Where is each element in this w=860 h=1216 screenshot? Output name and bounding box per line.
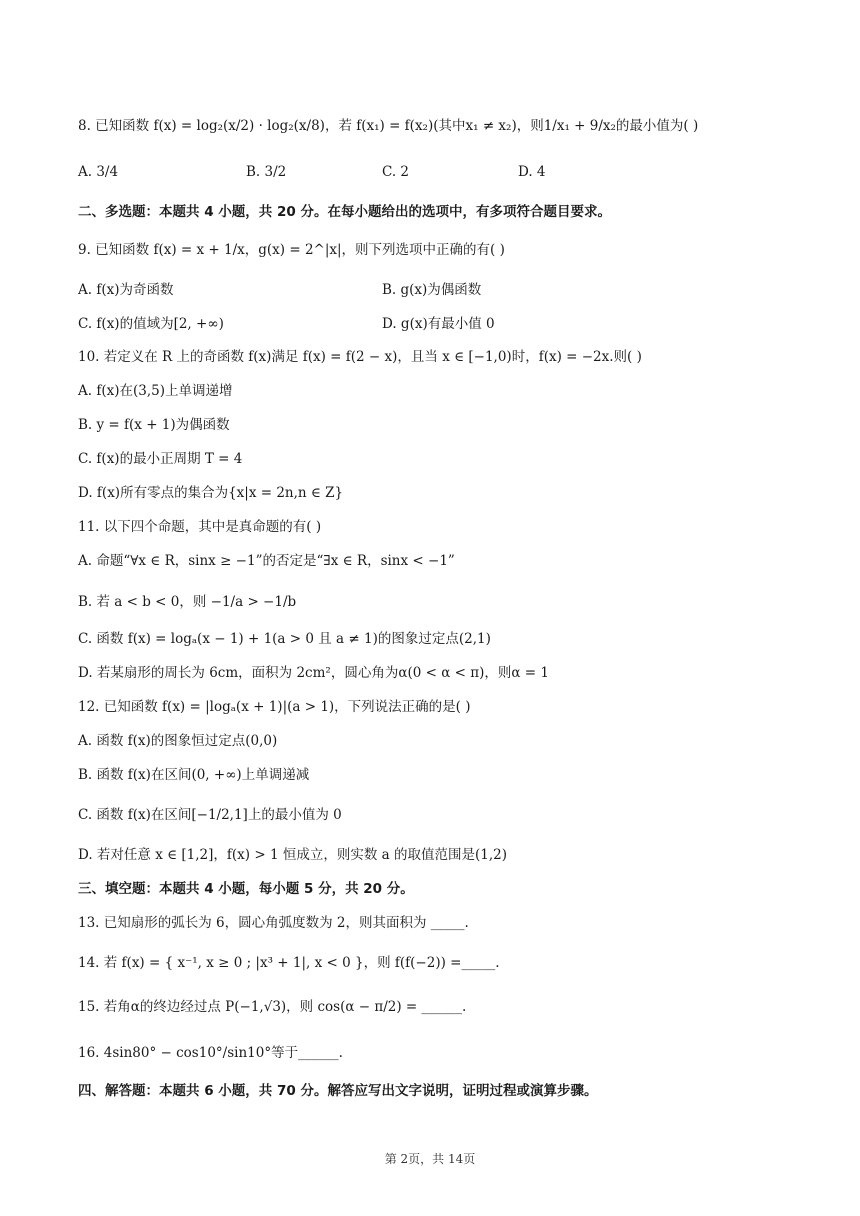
question-10-stem: 10. 若定义在 R 上的奇函数 f(x)满足 f(x) = f(2 − x)，且当 x ∈ [−1,0)时，f(x) = −2x.则( ) — [78, 349, 642, 365]
question-13: 13. 已知扇形的弧长为 6，圆心角弧度数为 2，则其面积为 _____. — [78, 915, 469, 931]
section-4-heading: 四、解答题：本题共 6 小题，共 70 分。解答应写出文字说明，证明过程或演算步骤。 — [78, 1083, 598, 1099]
question-12-option-d: D. 若对任意 x ∈ [1,2]，f(x) > 1 恒成立，则实数 a 的取值范围是(1,2) — [78, 847, 507, 863]
question-9-option-b: B. g(x)为偶函数 — [382, 282, 482, 298]
question-16: 16. 4sin80° − cos10°/sin10°等于______. — [78, 1045, 343, 1061]
page-footer: 第 2页，共 14页 — [384, 1152, 476, 1166]
question-11-option-d: D. 若某扇形的周长为 6cm，面积为 2cm²，圆心角为α(0 < α < π)，则α = 1 — [78, 665, 549, 681]
question-15: 15. 若角α的终边经过点 P(−1,√3)，则 cos(α − π/2) = ______. — [78, 999, 467, 1015]
question-8-option-a: A. 3/4 — [78, 164, 119, 180]
question-9-option-c: C. f(x)的值域为[2, +∞) — [78, 316, 224, 332]
question-14: 14. 若 f(x) = { x⁻¹, x ≥ 0 ; |x³ + 1|, x < 0 }，则 f(f(−2)) =_____. — [78, 955, 500, 971]
question-11-stem: 11. 以下四个命题，其中是真命题的有( ) — [78, 519, 322, 535]
question-8-stem: 8. 已知函数 f(x) = log₂(x/2) · log₂(x/8)，若 f(x₁) = f(x₂)(其中x₁ ≠ x₂)，则1/x₁ + 9/x₂的最小值为( ) — [78, 118, 699, 134]
section-3-heading: 三、填空题：本题共 4 小题，每小题 5 分，共 20 分。 — [78, 881, 414, 897]
question-10-option-b: B. y = f(x + 1)为偶函数 — [78, 417, 230, 433]
question-8-option-c: C. 2 — [382, 164, 410, 180]
section-2-heading: 二、多选题：本题共 4 小题，共 20 分。在每小题给出的选项中，有多项符合题目要求。 — [78, 204, 611, 220]
question-9-option-d: D. g(x)有最小值 0 — [382, 316, 495, 332]
question-10-option-c: C. f(x)的最小正周期 T = 4 — [78, 451, 243, 467]
question-12-option-a: A. 函数 f(x)的图象恒过定点(0,0) — [78, 733, 278, 749]
question-12-option-b: B. 函数 f(x)在区间(0, +∞)上单调递减 — [78, 767, 310, 783]
question-10-option-d: D. f(x)所有零点的集合为{x|x = 2n,n ∈ Z} — [78, 485, 344, 501]
question-10-option-a: A. f(x)在(3,5)上单调递增 — [78, 383, 233, 399]
question-11-option-b: B. 若 a < b < 0，则 −1/a > −1/b — [78, 594, 297, 610]
question-9-option-a: A. f(x)为奇函数 — [78, 282, 174, 298]
question-9-stem: 9. 已知函数 f(x) = x + 1/x，g(x) = 2^|x|，则下列选项中正确的有( ) — [78, 242, 505, 258]
question-12-stem: 12. 已知函数 f(x) = |logₐ(x + 1)|(a > 1)，下列说法正确的是( ) — [78, 699, 471, 715]
question-8-option-b: B. 3/2 — [246, 164, 287, 180]
question-11-option-a: A. 命题“∀x ∈ R，sinx ≥ −1”的否定是“∃x ∈ R，sinx < −1” — [78, 553, 455, 569]
question-11-option-c: C. 函数 f(x) = logₐ(x − 1) + 1(a > 0 且 a ≠ 1)的图象过定点(2,1) — [78, 631, 491, 647]
question-8-option-d: D. 4 — [518, 164, 546, 180]
question-12-option-c: C. 函数 f(x)在区间[−1/2,1]上的最小值为 0 — [78, 807, 342, 823]
